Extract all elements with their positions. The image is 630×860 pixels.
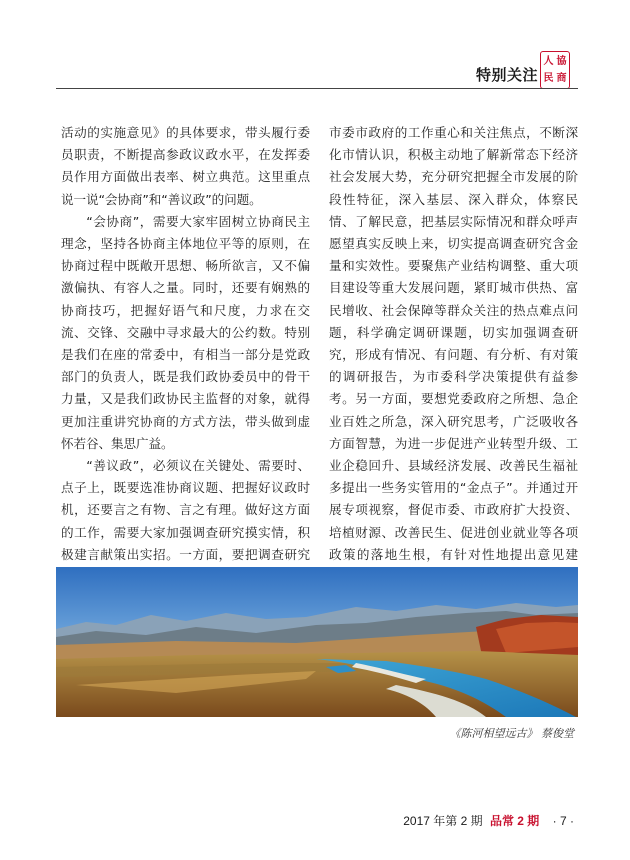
section-label: 特别关注: [476, 67, 539, 84]
landscape-photo: [56, 567, 578, 717]
seal-char: 協: [556, 55, 567, 67]
footer: [0, 812, 574, 829]
left-column: [61, 122, 310, 588]
issue-label: 2017 年第 2 期: [403, 814, 483, 828]
right-column: [329, 122, 578, 610]
seal-char: 商: [556, 72, 567, 84]
page-number: · 7 ·: [552, 814, 574, 828]
paragraph: “善议政”，必须议在关键处、需要时、点子上，既要选准协商议题、把握好议政时机，还要言之有物、言之有理。做好这方面的工作，需要大家加强调查研究摸实情，积极建言献策出实招。一方面，要把调查研究: [61, 458, 310, 562]
paragraph: 市委市政府的工作重心和关注焦点，不断深化市情认识，积极主动地了解新常态下经济社会发展大势，充分研究把握全市发展的阶段性特征，深入基层、深入群众，体察民情、了解民意，把基层实际情况和群众呼声愿望真实反映上来，切实提高调查研究含金量和实效性。要聚焦产业结构调整、重大项目建设等重大发展问题，紧盯城市供热、富民增收、社会保障等群众关注的热点难点问题，科学确定调研课题，切实加强调查研究，形成有情况、有问题、有分析、有对策的调研报告，为市委科学决策提供有益参考。另一方面，要想党委政府之所想、急企业百姓之所急，深入研究思考，广泛吸收各方面智慧，为进一步促进产业转型升级、工业企稳回升、县域经济发展、改善民生福祉多提出一些务实管用的“金点子”。并通过开展专项视察，督促市委、市政府扩大投资、培植财源、改善民生、促进创业就业等各项政策的落地生根，有针对性地提出意见建: [329, 125, 578, 562]
paragraph: “会协商”，需要大家牢固树立协商民主理念，坚持各协商主体地位平等的原则，在协商过程中既敞开思想、畅所欲言，又不偏激偏执、有容人之量。同时，还要有娴熟的协商技巧，把握好语气和尺度，力求在交流、交锋、交融中寻求最大的公约数。特别是我们在座的常委中，有相当一部分是党政部门的负责人，既是我们政协委员中的骨干力量，又是我们政协民主监督的对象，就得更加注重讲究协商的方式方法，带头做到虚怀若谷、集思广益。: [61, 213, 310, 451]
paragraph: 活动的实施意见》的具体要求，带头履行委员职责，不断提高参政议政水平，在发挥委员作用方面做出表率、树立典范。这里重点说一说“会协商”和“善议政”的问题。: [61, 125, 310, 207]
seal-char: 民: [543, 72, 554, 84]
magazine-name: 品常 2 期: [489, 814, 540, 828]
header-rule: [56, 88, 578, 89]
photo-caption: 《陈河相望远古》 蔡俊堂: [449, 727, 574, 740]
seal-char: 人: [543, 55, 554, 67]
seal-logo: [540, 51, 570, 89]
